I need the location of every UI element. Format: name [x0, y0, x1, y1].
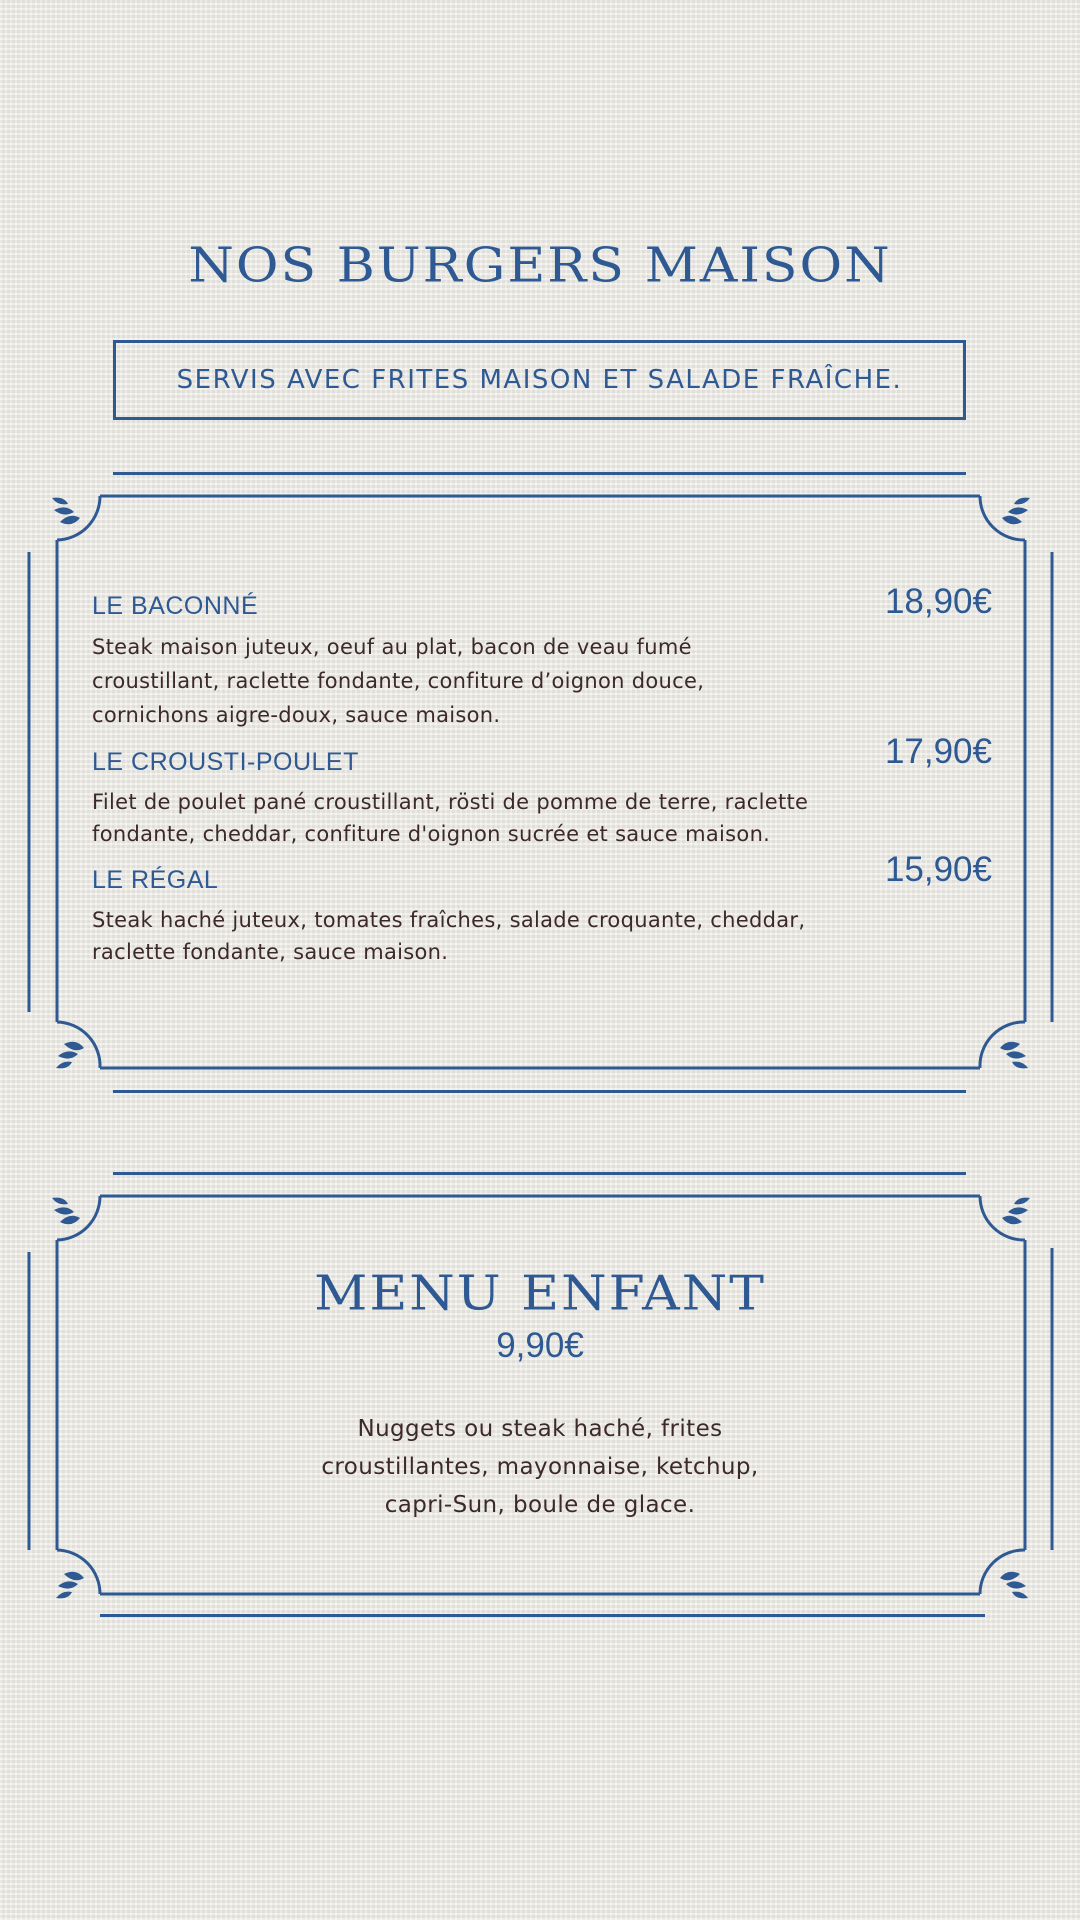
burger-description: Steak maison juteux, oeuf au plat, bacon de veau fumé croustillant, raclette fondante, confiture d’oignon douce, cornichons aigre-doux, sauce maison.: [92, 635, 705, 727]
burger-price: 15,90€: [884, 850, 992, 889]
corner-fan-ornament-icon: [50, 1194, 86, 1230]
corner-fan-ornament-icon: [994, 1566, 1030, 1602]
page-title: NOS BURGERS MAISON: [188, 238, 892, 294]
burger-description: Steak haché juteux, tomates fraîches, salade croquante, cheddar, raclette fondante, sauce maison.: [92, 908, 806, 964]
burger-name: LE RÉGAL: [92, 866, 219, 894]
kids-menu-title: MENU ENFANT: [314, 1266, 766, 1322]
burger-name: LE CROUSTI-POULET: [92, 748, 359, 776]
burger-description: Filet de poulet pané croustillant, rösti de pomme de terre, raclette fondante, cheddar, confiture d'oignon sucrée et sauce maison.: [92, 790, 809, 846]
corner-fan-ornament-icon: [996, 1194, 1032, 1230]
burger-name: LE BACONNÉ: [92, 592, 259, 620]
burger-price: 18,90€: [884, 582, 992, 621]
kids-menu-description: Nuggets ou steak haché, frites croustillantes, mayonnaise, ketchup, capri-Sun, boule de glace.: [321, 1416, 759, 1518]
subtitle-text: SERVIS AVEC FRITES MAISON ET SALADE FRAÎCHE.: [176, 365, 903, 395]
kids-menu-price: 9,90€: [496, 1326, 584, 1365]
corner-fan-ornament-icon: [54, 1566, 90, 1602]
burger-price: 17,90€: [884, 732, 992, 771]
